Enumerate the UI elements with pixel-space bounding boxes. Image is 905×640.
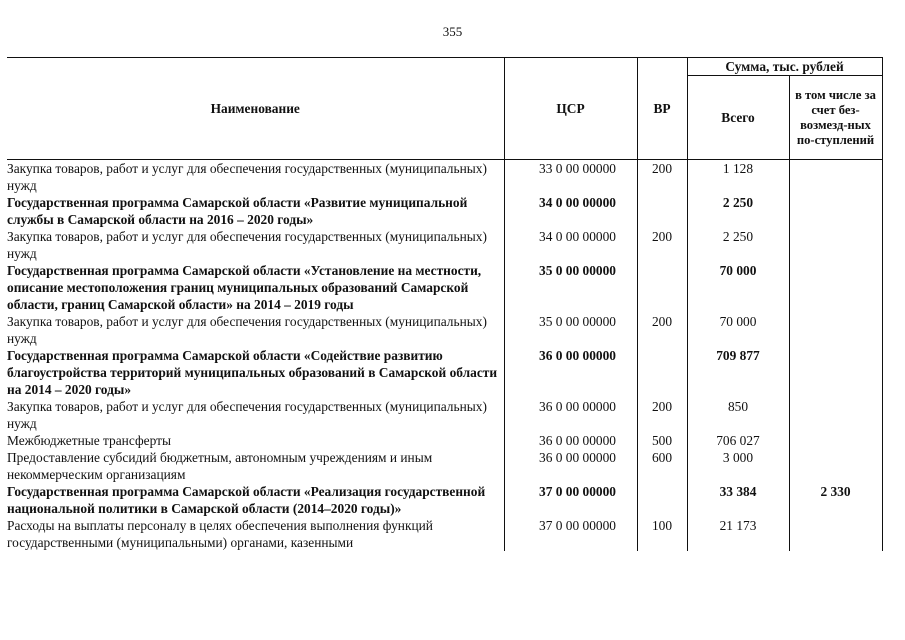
table-row xyxy=(7,432,882,449)
row-vr: 600 xyxy=(637,449,687,483)
row-total: 709 877 xyxy=(687,347,789,398)
row-name: Государственная программа Самарской области «Развитие муниципальной службы в Самарской области на 2016 – 2020 годы» xyxy=(7,195,468,227)
row-donations xyxy=(789,347,882,398)
row-donations xyxy=(789,228,882,262)
row-total: 2 250 xyxy=(687,228,789,262)
row-vr xyxy=(637,194,687,228)
row-name: Государственная программа Самарской области «Содействие развитию благоустройства территорий муниципальных образований в Самарской области на 2014 – 2020 годы» xyxy=(7,348,498,397)
row-csr: 33 0 00 00000 xyxy=(504,160,637,195)
row-total: 21 173 xyxy=(687,517,789,551)
header-csr: ЦСР xyxy=(504,58,637,160)
row-total: 706 027 xyxy=(687,432,789,449)
header-vr: ВР xyxy=(637,58,687,160)
row-total: 1 128 xyxy=(687,160,789,195)
row-csr: 37 0 00 00000 xyxy=(504,517,637,551)
table-row xyxy=(7,160,882,195)
row-name: Межбюджетные трансферты xyxy=(7,433,171,448)
row-total: 33 384 xyxy=(687,483,789,517)
page-number: 355 xyxy=(442,24,463,39)
table-row xyxy=(7,228,882,262)
row-csr: 36 0 00 00000 xyxy=(504,432,637,449)
row-vr: 200 xyxy=(637,160,687,195)
header-name: Наименование xyxy=(7,58,504,160)
row-csr: 34 0 00 00000 xyxy=(504,228,637,262)
row-total: 850 xyxy=(687,398,789,432)
row-total: 70 000 xyxy=(687,262,789,313)
row-total: 2 250 xyxy=(687,194,789,228)
header-total: Всего xyxy=(687,76,789,160)
row-vr xyxy=(637,347,687,398)
row-donations xyxy=(789,449,882,483)
table-row xyxy=(7,194,882,228)
row-csr: 36 0 00 00000 xyxy=(504,449,637,483)
row-csr: 37 0 00 00000 xyxy=(504,483,637,517)
table-row xyxy=(7,398,882,432)
row-name: Расходы на выплаты персоналу в целях обеспечения выполнения функций государственными (муниципальными) органами, казенными xyxy=(7,518,433,550)
table-row xyxy=(7,262,882,313)
header-sum: Сумма, тыс. рублей xyxy=(687,58,882,76)
table-row xyxy=(7,449,882,483)
table-row xyxy=(7,517,882,551)
row-csr: 36 0 00 00000 xyxy=(504,398,637,432)
row-vr: 200 xyxy=(637,398,687,432)
row-donations xyxy=(789,160,882,195)
row-name: Закупка товаров, работ и услуг для обеспечения государственных (муниципальных) нужд xyxy=(7,229,487,261)
row-name: Закупка товаров, работ и услуг для обеспечения государственных (муниципальных) нужд xyxy=(7,161,487,193)
row-name: Закупка товаров, работ и услуг для обеспечения государственных (муниципальных) нужд xyxy=(7,314,487,346)
row-csr: 36 0 00 00000 xyxy=(504,347,637,398)
row-donations xyxy=(789,398,882,432)
row-vr: 100 xyxy=(637,517,687,551)
row-donations xyxy=(789,194,882,228)
row-donations xyxy=(789,432,882,449)
row-name: Государственная программа Самарской области «Реализация государственной национальной политики в Самарской области (2014–2020 годы)» xyxy=(7,484,486,516)
row-total: 70 000 xyxy=(687,313,789,347)
row-csr: 35 0 00 00000 xyxy=(504,262,637,313)
row-donations: 2 330 xyxy=(789,483,882,517)
row-total: 3 000 xyxy=(687,449,789,483)
row-csr: 35 0 00 00000 xyxy=(504,313,637,347)
table-row xyxy=(7,483,882,517)
row-csr: 34 0 00 00000 xyxy=(504,194,637,228)
table-row xyxy=(7,313,882,347)
row-name: Предоставление субсидий бюджетным, автономным учреждениям и иным некоммерческим организациям xyxy=(7,450,433,482)
row-name: Государственная программа Самарской области «Установление на местности, описание местоположения границ муниципальных образований Самарской области, границ Самарской области» на 2014 – 2019 годы xyxy=(7,263,482,312)
table-row xyxy=(7,347,882,398)
row-vr xyxy=(637,262,687,313)
row-name: Закупка товаров, работ и услуг для обеспечения государственных (муниципальных) нужд xyxy=(7,399,487,431)
row-donations xyxy=(789,313,882,347)
row-vr: 200 xyxy=(637,313,687,347)
budget-table xyxy=(7,57,883,551)
row-vr: 200 xyxy=(637,228,687,262)
header-donations: в том числе за счет без-возмезд-ных по-ступлений xyxy=(789,76,882,160)
row-donations xyxy=(789,517,882,551)
table-body xyxy=(7,160,882,552)
row-donations xyxy=(789,262,882,313)
row-vr xyxy=(637,483,687,517)
row-vr: 500 xyxy=(637,432,687,449)
table-header xyxy=(7,58,882,160)
